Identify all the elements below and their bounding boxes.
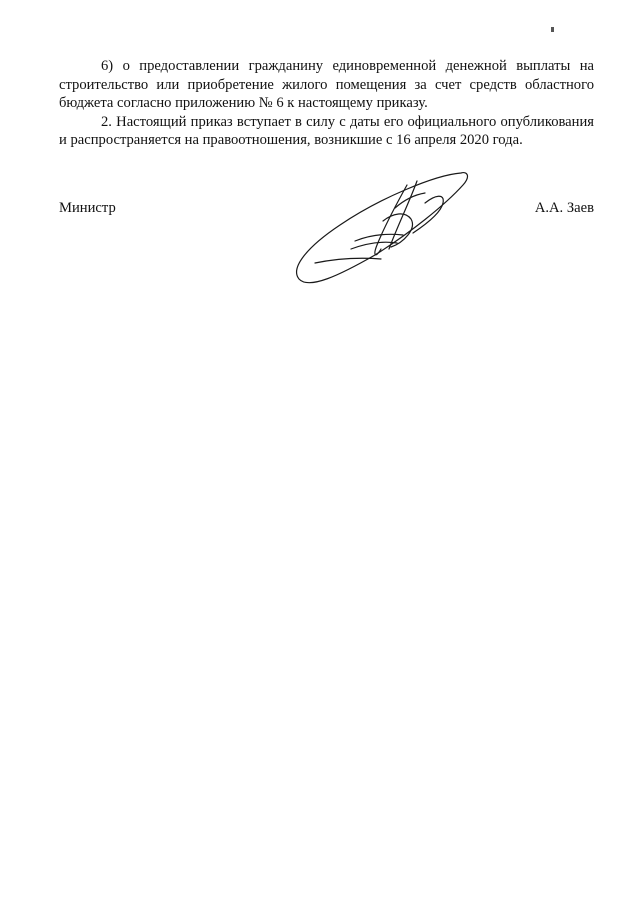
- signatory-name: А.А. Заев: [534, 200, 594, 216]
- scan-mark: [551, 27, 554, 32]
- document-body: [59, 57, 594, 150]
- paragraph-item-6: 6) о предоставлении гражданину единовременной денежной выплаты на строительство или приобретение жилого помещения за счет средств областного бюджета согласно приложению № 6 к настоящему приказу.: [59, 58, 594, 111]
- paragraph-effective-date: 2. Настоящий приказ вступает в силу с даты его официального опубликования и распространяется на правоотношения, возникшие с 16 апреля 2020 года.: [59, 113, 594, 148]
- handwritten-signature: [285, 163, 495, 288]
- signatory-position: Министр: [59, 200, 116, 216]
